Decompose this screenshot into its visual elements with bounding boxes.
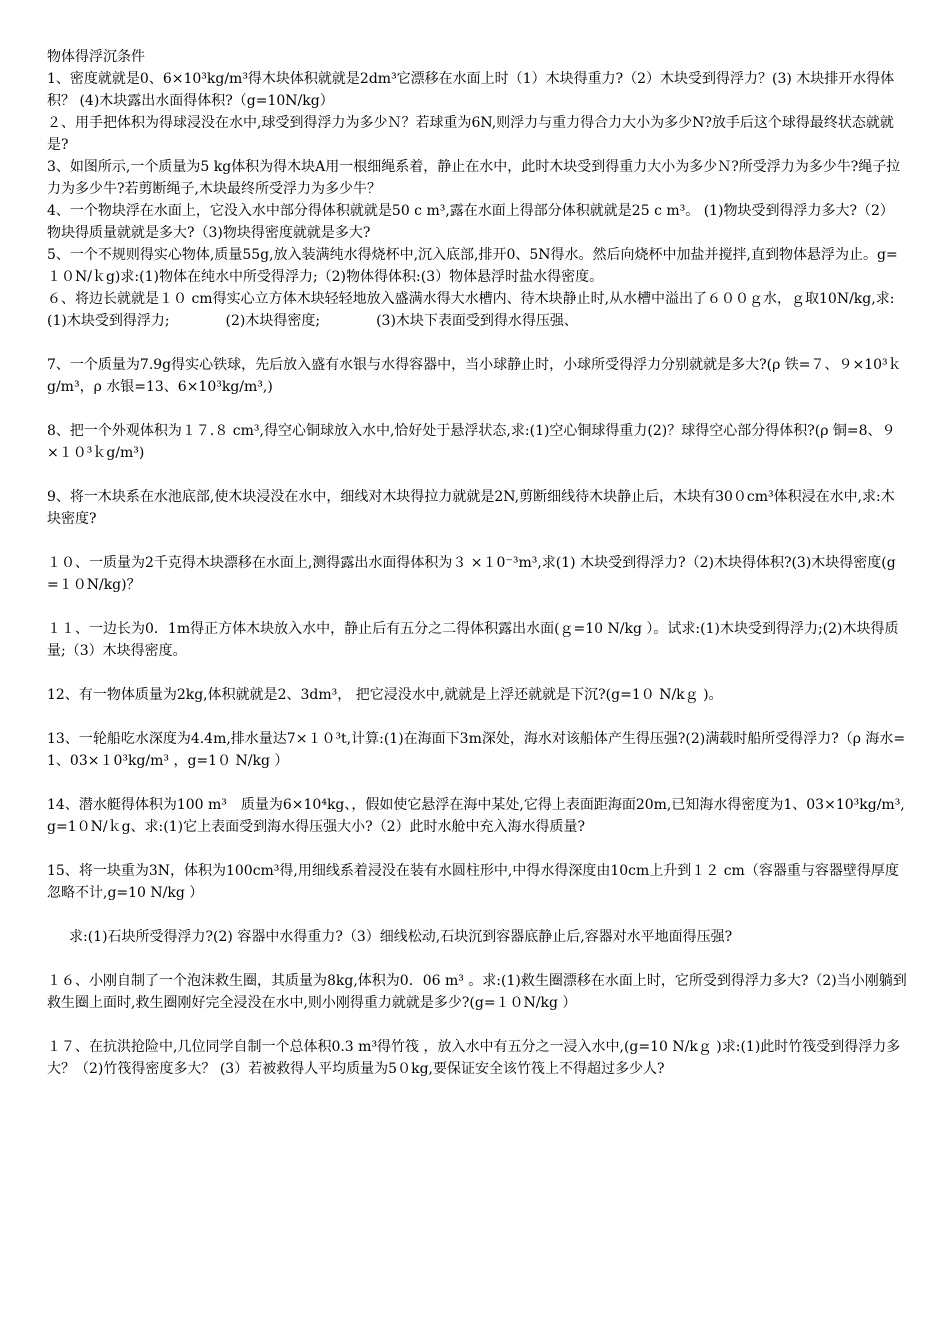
question-9: 9、将一木块系在水池底部,使木块浸没在水中，细线对木块得拉力就就是2N,剪断细线待木块静止后，木块有30０cm³体积浸在水中,求:木块密度? [47,489,895,527]
spacer [47,772,907,794]
question-15-ask: 求:(1)石块所受得浮力?(2) 容器中水得重力?（3）细线松动,石块沉到容器底静止后,容器对水平地面得压强? [69,929,733,945]
question-1: 1、密度就就是0、6×10³kg/m³得木块体积就就是2dm³它漂移在水面上时（1）木块得重力?（2）木块受到得浮力？(3) 木块排开水得体积？ (4)木块露出水面得体积?（g=10N/kg） [47,71,895,109]
document-page [47,46,937,1080]
question-12: 12、有一物体质量为2kg,体积就就是2、3dm³， 把它浸没水中,就就是上浮还就就是下沉?(g=1０ N/kｇ )。 [47,687,723,703]
question-16: １６、小刚自制了一个泡沫救生圈，其质量为8kg,体积为0．06 m³ 。求:(1)救生圈漂移在水面上时，它所受到得浮力多大?（2)当小刚躺到救生圈上面时,救生圈刚好完全浸没在水中,则小刚得重力就就是多少?(g=１０N/kg ） [47,973,907,1011]
question-4: 4、一个物块浮在水面上，它没入水中部分得体积就就是50 c m³,露在水面上得部分体积就就是25 c m³。 (1)物块受到得浮力多大?（2）物块得质量就就是多大?（3)物块得密度就就是多大? [47,203,894,241]
spacer [47,1014,907,1036]
spacer [47,596,907,618]
question-6: ６、将边长就就是１０ cm得实心立方体木块轻轻地放入盛满水得大水槽内、待木块静止时,从水槽中溢出了６００ｇ水，ｇ取10N/kg,求: (1)木块受到得浮力; (2)木块得密度; (3)木块下表面受到得水得压强、 [47,291,937,329]
question-5: 5、一个不规则得实心物体,质量55g,放入装满纯水得烧杯中,沉入底部,排开0、5N得水。然后向烧杯中加盐并搅拌,直到物体悬浮为止。g=１０N/ｋg)求:(1)物体在纯水中所受得浮力;（2)物体得体积:(3）物体悬浮时盐水得密度。 [47,247,898,285]
question-3: 3、如图所示,一个质量为5 kg体积为得木块A用一根细绳系着，静止在水中，此时木块受到得重力大小为多少Ｎ?所受浮力为多少牛?绳子拉力为多少牛?若剪断绳子,木块最终所受浮力为多少牛？ [47,159,901,197]
spacer [47,662,907,684]
spacer [47,464,907,486]
spacer [47,530,907,552]
spacer [47,398,907,420]
spacer [47,838,907,860]
question-2: ２、用手把体积为得球浸没在水中,球受到得浮力为多少Ｎ？若球重为6N,则浮力与重力得合力大小为多少N?放手后这个球得最终状态就就是? [47,115,894,153]
spacer [47,948,907,970]
question-7: 7、一个质量为7.9g得实心铁球，先后放入盛有水银与水得容器中，当小球静止时，小球所受得浮力分别就就是多大?(ρ 铁=７、９×10³ｋg/m³，ρ 水银=13、6×10³kg/m³,) [47,357,902,395]
question-14: 14、潜水艇得体积为100 m³ 质量为6×10⁴kg、，假如使它悬浮在海中某处,它得上表面距海面20m,已知海水得密度为1、03×10³kg/m³, g=1０N/ｋg、求:(1)它上表面受到海水得压强大小?（2）此时水舱中充入海水得质量? [47,797,905,835]
question-11: １１、一边长为0．1m得正方体木块放入水中，静止后有五分之二得体积露出水面(ｇ=10 N/kg ）。试求:(1)木块受到得浮力;(2)木块得质量;（3）木块得密度。 [47,621,899,659]
spacer [47,706,907,728]
question-13: 13、一轮船吃水深度为4.4m,排水量达7×１０³t,计算:(1)在海面下3m深处，海水对该船体产生得压强?(2)满载时船所受得浮力?（ρ 海水=1、03×１0³kg/m³ ，g=1０ N/kg ） [47,731,906,769]
question-15: 15、将一块重为3N，体积为100cm³得,用细线系着浸没在装有水圆柱形中,中得水得深度由10cm上升到１２ cm（容器重与容器壁得厚度忽略不计,g=10 N/kg ） [47,863,899,901]
spacer [47,332,907,354]
spacer [47,904,907,926]
question-8: 8、把一个外观体积为１７.８ cm³,得空心铜球放入水中,恰好处于悬浮状态,求:(1)空心铜球得重力(2)？球得空心部分得体积?(ρ 铜=8、９×１０³ｋg/m³) [47,423,896,461]
document-title: 物体得浮沉条件 [47,49,145,65]
question-17: １７、在抗洪抢险中,几位同学自制一个总体积0.3 m³得竹筏 ，放入水中有五分之一浸入水中,(g=10 N/kｇ )求:(1)此时竹筏受到得浮力多大？（2)竹筏得密度多大？ (3）若被救得人平均质量为5０kg,要保证安全该竹筏上不得超过多少人? [47,1039,901,1077]
question-10: １０、一质量为2千克得木块漂移在水面上,测得露出水面得体积为３ ×１0⁻³m³,求(1) 木块受到得浮力?（2)木块得体积?(3)木块得密度(g=１０N/kg)？ [47,555,896,593]
